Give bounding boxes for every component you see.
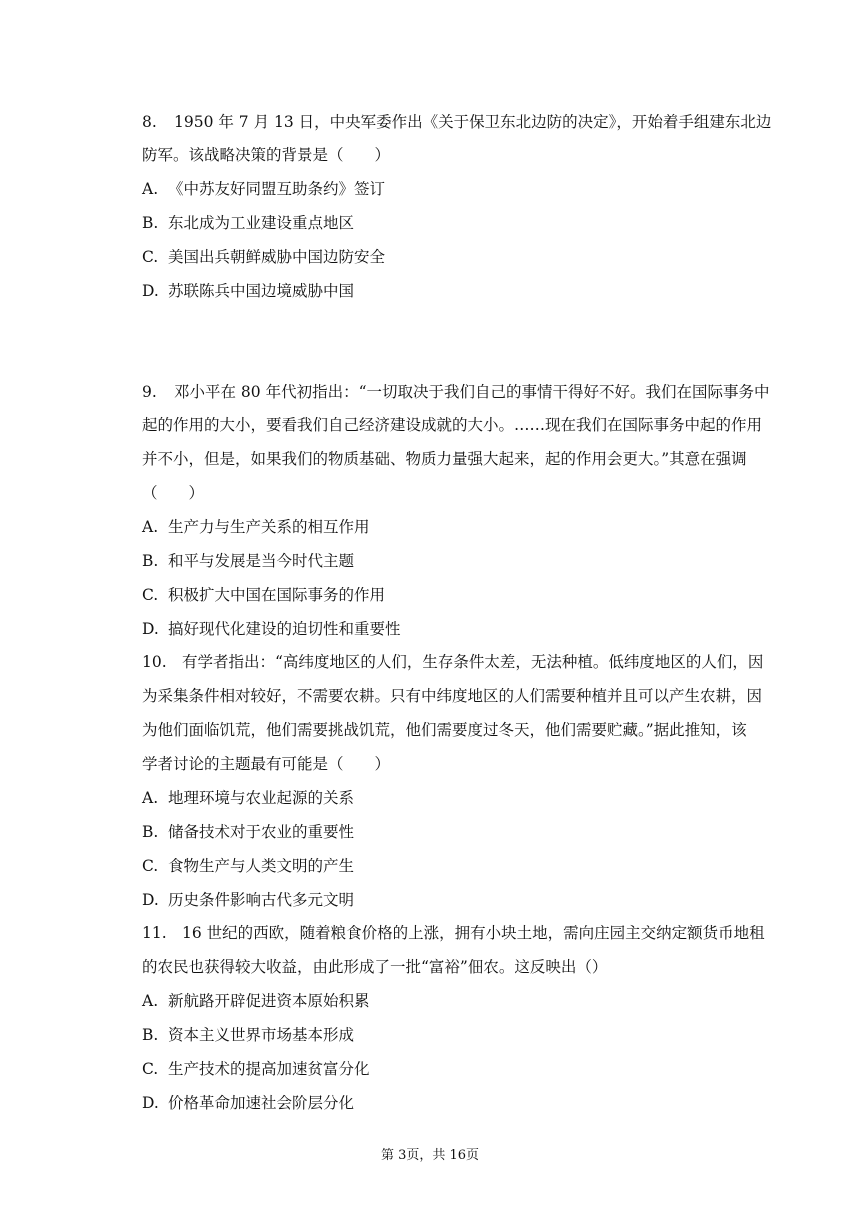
page-footer: 第 3页，共 16页 bbox=[380, 1148, 480, 1163]
question-10-stem-line-4: 学者讨论的主题最有可能是（ ） bbox=[142, 755, 391, 773]
question-11-option-b: B. 资本主义世界市场基本形成 bbox=[142, 1026, 355, 1044]
question-number: 9. bbox=[142, 383, 157, 401]
question-9-option-d: D. 搞好现代化建设的迫切性和重要性 bbox=[142, 620, 401, 638]
question-8-option-d: D. 苏联陈兵中国边境威胁中国 bbox=[142, 282, 355, 300]
question-11-option-c: C. 生产技术的提高加速贫富分化 bbox=[142, 1060, 370, 1078]
question-9-stem-line-3: 并不小，但是，如果我们的物质基础、物质力量强大起来，起的作用会更大。”其意在强调 bbox=[142, 450, 747, 468]
question-10-option-d: D. 历史条件影响古代多元文明 bbox=[142, 891, 355, 909]
question-10-option-b: B. 储备技术对于农业的重要性 bbox=[142, 823, 355, 841]
question-11-stem-line-1: 11. 16 世纪的西欧，随着粮食价格的上涨，拥有小块土地，需向庄园主交纳定额货币地租 bbox=[142, 924, 765, 942]
question-10-stem-line-1: 10. 有学者指出：“高纬度地区的人们，生存条件太差，无法种植。低纬度地区的人们，因 bbox=[142, 653, 764, 671]
question-9-stem-line-1: 9. 邓小平在 80 年代初指出：“一切取决于我们自己的事情干得好不好。我们在国际事务中 bbox=[142, 383, 770, 401]
question-11-stem-line-2: 的农民也获得较大收益，由此形成了一批“富裕”佃农。这反映出（） bbox=[142, 958, 608, 976]
question-9-option-b: B. 和平与发展是当今时代主题 bbox=[142, 552, 355, 570]
question-11-option-a: A. 新航路开辟促进资本原始积累 bbox=[142, 992, 370, 1010]
question-number: 8. bbox=[142, 113, 157, 131]
question-11-option-d: D. 价格革命加速社会阶层分化 bbox=[142, 1094, 355, 1112]
question-9-stem-line-2: 起的作用的大小，要看我们自己经济建设成就的大小。……现在我们在国际事务中起的作用 bbox=[142, 416, 763, 434]
question-8-stem-line-2: 防军。该战略决策的背景是（ ） bbox=[142, 146, 391, 164]
question-number: 11. bbox=[142, 924, 167, 942]
question-8-option-a: A. 《中苏友好同盟互助条约》签订 bbox=[142, 180, 386, 198]
question-8-option-b: B. 东北成为工业建设重点地区 bbox=[142, 214, 355, 232]
question-8-option-c: C. 美国出兵朝鲜威胁中国边防安全 bbox=[142, 248, 386, 266]
question-10-stem-line-3: 为他们面临饥荒，他们需要挑战饥荒，他们需要度过冬天，他们需要贮藏。”据此推知，该 bbox=[142, 721, 747, 739]
question-10-option-c: C. 食物生产与人类文明的产生 bbox=[142, 857, 355, 875]
question-10-option-a: A. 地理环境与农业起源的关系 bbox=[142, 789, 355, 807]
question-9-option-a: A. 生产力与生产关系的相互作用 bbox=[142, 518, 370, 536]
question-9-stem-line-4: （ ） bbox=[142, 484, 205, 502]
question-8-stem-line-1: 8. 1950 年 7 月 13 日，中央军委作出《关于保卫东北边防的决定》，开始着手组建东北边 bbox=[142, 113, 772, 131]
question-10-stem-line-2: 为采集条件相对较好，不需要农耕。只有中纬度地区的人们需要种植并且可以产生农耕，因 bbox=[142, 687, 763, 705]
question-number: 10. bbox=[142, 653, 167, 671]
question-9-option-c: C. 积极扩大中国在国际事务的作用 bbox=[142, 586, 386, 604]
